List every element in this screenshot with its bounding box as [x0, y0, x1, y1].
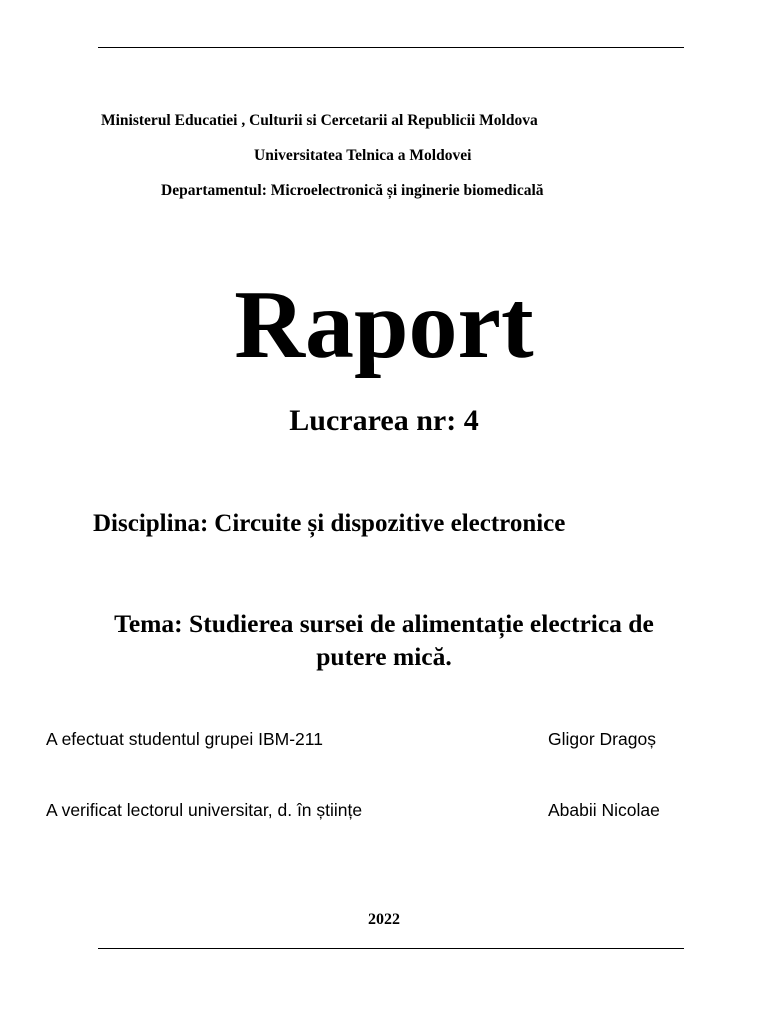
- top-rule: [98, 47, 684, 48]
- student-name: Gligor Dragoș: [548, 729, 656, 749]
- year: 2022: [368, 911, 400, 928]
- reviewer-role: A verificat lectorul universitar, d. în științe: [46, 800, 363, 820]
- bottom-rule: [98, 948, 684, 949]
- work-number: Lucrarea nr: 4: [289, 404, 479, 437]
- student-role: A efectuat studentul grupei IBM-211: [46, 729, 323, 749]
- discipline-value: Circuite și dispozitive electronice: [214, 510, 566, 537]
- ministry-name: Ministerul Educatiei , Culturii si Cercetarii al Republicii Moldova: [101, 112, 538, 129]
- report-title: Raport: [234, 271, 534, 379]
- topic-line-2: putere mică.: [316, 642, 452, 671]
- reviewer-name: Ababii Nicolae: [548, 800, 660, 820]
- topic: [0, 607, 768, 673]
- discipline: [93, 510, 565, 538]
- topic-line-1: Tema: Studierea sursei de alimentație electrica de: [114, 609, 654, 638]
- department-name: Departamentul: Microelectronică și inginerie biomedicală: [161, 182, 544, 199]
- university-name: Universitatea Telnica a Moldovei: [254, 147, 472, 164]
- discipline-label: Disciplina:: [93, 510, 209, 537]
